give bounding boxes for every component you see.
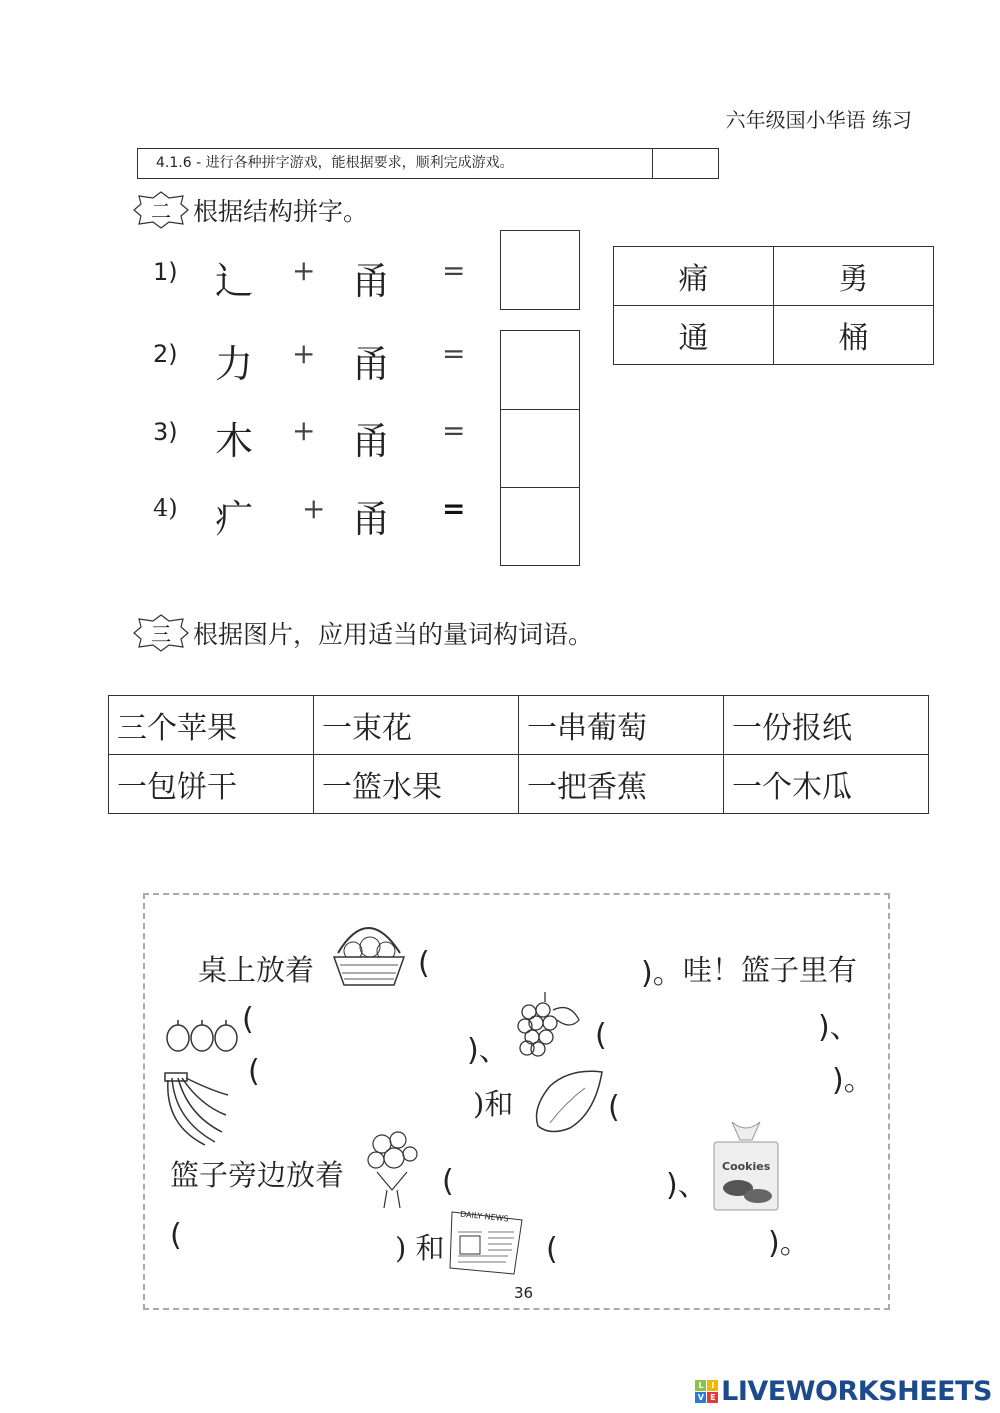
word-bank-table: [613, 246, 934, 365]
open-paren: (: [546, 1232, 558, 1267]
plus-sign: +: [292, 414, 316, 447]
answer-box-4[interactable]: [500, 487, 580, 566]
word-bank-cell: 勇: [774, 247, 934, 306]
open-paren: (: [242, 1002, 254, 1037]
close-paren-and: )和: [473, 1087, 514, 1121]
close-paren: )。: [768, 1226, 810, 1261]
row-2-part: 力: [215, 342, 254, 386]
svg-text:二: 二: [151, 199, 171, 223]
fruit-basket-icon: [328, 913, 410, 988]
open-paren: (: [418, 946, 430, 981]
close-paren: )。: [832, 1063, 874, 1098]
answer-input-4[interactable]: [501, 488, 583, 567]
row-3-number: 3): [153, 418, 178, 446]
section-2-heading: [133, 190, 368, 230]
blank-flowers[interactable]: [460, 1160, 664, 1202]
answer-input-1[interactable]: [501, 231, 583, 311]
open-paren: (: [248, 1054, 260, 1089]
logo-blocks-icon: L I V E: [695, 1380, 718, 1403]
open-paren: (: [442, 1164, 454, 1199]
answer-box-3[interactable]: [500, 409, 580, 488]
close-paren-and: ) 和: [395, 1231, 445, 1265]
star-badge-icon: [133, 190, 189, 230]
story-text-3: 篮子旁边放着: [170, 1158, 345, 1192]
liveworksheets-logo: [695, 1376, 992, 1407]
open-paren: (: [595, 1018, 607, 1053]
blank-apples[interactable]: [260, 1010, 469, 1052]
section-3-heading: [133, 613, 593, 653]
star-badge-icon: [133, 613, 189, 653]
answer-box-1[interactable]: [500, 230, 580, 310]
close-paren: )、: [818, 1010, 860, 1045]
svg-text:三: 三: [151, 622, 171, 646]
row-3-base: 甬: [352, 419, 391, 463]
word-bank-cell: 桶: [774, 306, 934, 365]
equals-sign: =: [442, 337, 466, 370]
measure-word-cell: 一把香蕉: [519, 755, 724, 814]
flower-bouquet-icon: [362, 1130, 422, 1212]
measure-word-cell: 一束花: [314, 696, 519, 755]
measure-word-cell: 三个苹果: [109, 696, 314, 755]
row-4-base: 甬: [352, 497, 391, 541]
open-paren: (: [608, 1090, 620, 1125]
open-paren: (: [170, 1218, 182, 1253]
cookies-bag-icon: [712, 1120, 780, 1212]
measure-word-cell: 一份报纸: [724, 696, 929, 755]
cookies-label: Cookies: [722, 1160, 771, 1173]
story-text-1: 桌上放着: [198, 953, 315, 987]
close-paren: )。: [641, 956, 683, 991]
papaya-icon: [530, 1068, 610, 1136]
plus-sign: +: [292, 254, 316, 287]
page-number: 36: [514, 1284, 534, 1302]
row-1-part: 辶: [215, 259, 254, 303]
row-2-number: 2): [153, 340, 178, 368]
equals-sign: =: [442, 492, 466, 525]
objective-box: [137, 148, 719, 179]
plus-sign: +: [292, 337, 316, 370]
equals-sign: =: [442, 254, 466, 287]
brand-name: LIVEWORKSHEETS: [721, 1376, 992, 1407]
blank-grapes[interactable]: [612, 1012, 821, 1054]
measure-word-table: [108, 695, 929, 814]
objective-text: 4.1.6 - 进行各种拼字游戏，能根据要求，顺利完成游戏。: [138, 149, 653, 178]
newspaper-label: DAILY NEWS: [459, 1209, 510, 1224]
row-2-base: 甬: [352, 342, 391, 386]
measure-word-cell: 一串葡萄: [519, 696, 724, 755]
section-3-title: 根据图片，应用适当的量词构词语。: [193, 620, 594, 649]
row-1-number: 1): [153, 258, 178, 286]
blank-bananas[interactable]: [265, 1075, 474, 1117]
blank-bouquet[interactable]: [188, 1222, 397, 1264]
measure-word-cell: 一篮水果: [314, 755, 519, 814]
answer-input-3[interactable]: [501, 410, 583, 489]
blank-fruit-basket[interactable]: [436, 948, 640, 990]
newspaper-icon: [448, 1208, 526, 1276]
close-paren: )、: [666, 1168, 708, 1203]
word-bank-cell: 痛: [614, 247, 774, 306]
row-4-part: 疒: [215, 497, 254, 541]
answer-input-2[interactable]: [501, 331, 583, 411]
answer-box-2[interactable]: [500, 330, 580, 410]
bananas-icon: [160, 1070, 235, 1150]
three-apples-icon: [165, 1017, 240, 1053]
measure-word-cell: 一个木瓜: [724, 755, 929, 814]
blank-papaya[interactable]: [625, 1065, 834, 1107]
equals-sign: =: [442, 414, 466, 447]
worksheet-title: 六年级国小华语 练习: [725, 108, 912, 132]
row-3-part: 木: [215, 419, 254, 463]
blank-newspaper[interactable]: [565, 1222, 769, 1264]
word-bank-cell: 通: [614, 306, 774, 365]
plus-sign: +: [302, 492, 326, 525]
close-paren: )、: [467, 1033, 509, 1068]
measure-word-cell: 一包饼干: [109, 755, 314, 814]
section-2-title: 根据结构拼字。: [193, 197, 369, 226]
row-4-number: 4): [153, 494, 178, 522]
grapes-icon: [515, 990, 587, 1065]
row-1-base: 甬: [352, 259, 391, 303]
story-text-2: 哇！篮子里有: [683, 953, 858, 987]
